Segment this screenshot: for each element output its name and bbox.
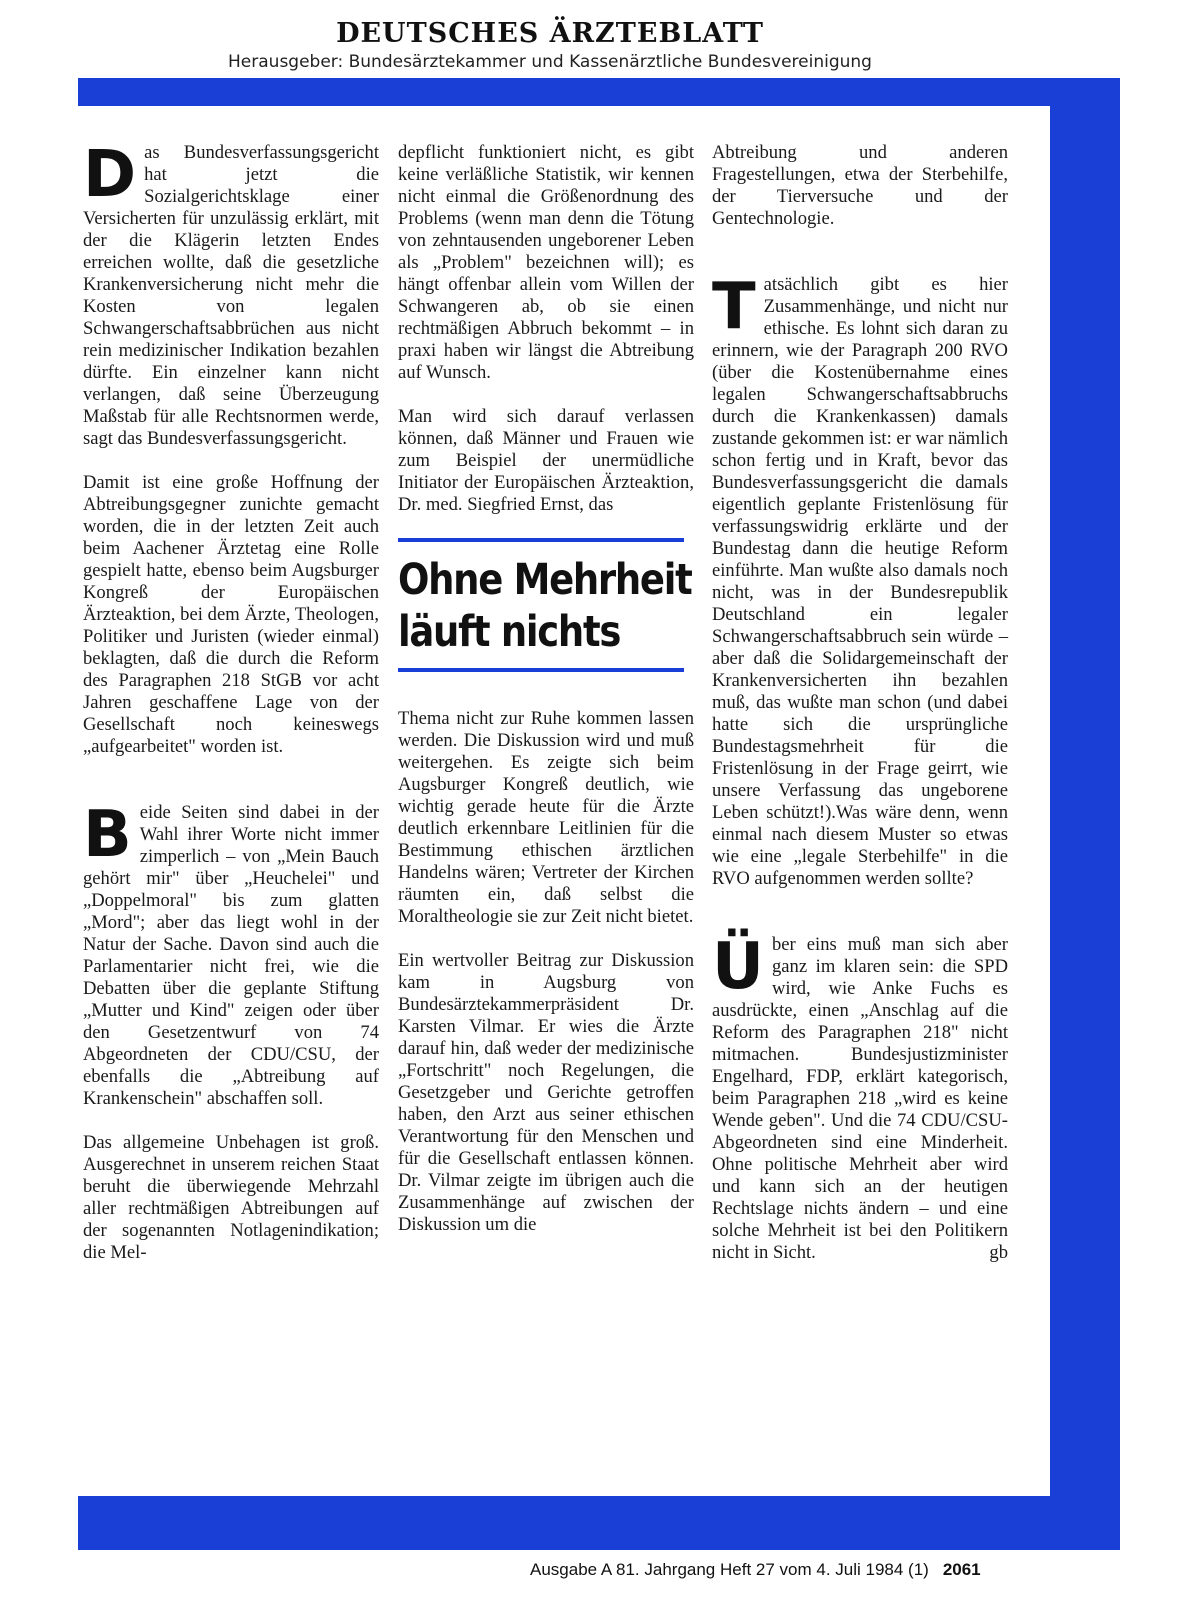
article-column-1: [83, 138, 379, 1286]
masthead-subtitle: Herausgeber: Bundesärztekammer und Kassenärztliche Bundesvereinigung: [228, 52, 872, 72]
paragraph-text: eide Seiten sind dabei in der Wahl ihrer Worte nicht immer zimperlich – von „Mein Bauch gehört mir" über „Heuchelei" und „Doppelmoral" bis zum glatten „Mord"; aber das liegt wohl in der Natur der Sache. Davon sind auch die Parlamentarier nicht frei, wie die Debatten über die geplante Stiftung „Mutter und Kind" zeigen oder über den Gesetzentwurf von 74 Abgeordneten der CDU/CSU, der ebenfalls die „Abtreibung auf Krankenschein" abschaffen soll.: [83, 802, 379, 1109]
drop-cap: T: [712, 270, 756, 344]
drop-cap: B: [83, 798, 132, 872]
paragraph: [83, 798, 379, 1110]
headline-line-1: Ohne Mehrheit: [398, 555, 692, 605]
paragraph: Thema nicht zur Ruhe kommen lassen werden. Die Diskussion wird und muß weitergehen. Es zeigte sich beim Augsburger Kongreß deutlich, wie wichtig gerade heute für die Ärzte deutlich erkennbare Leitlinien für die Bestimmung ethischen ärztlichen Handelns wären; Vertreter der Kirchen räumten ein, daß selbst die Moraltheologie sie zur Zeit nicht bietet.: [398, 708, 694, 927]
paragraph: [712, 270, 1008, 890]
headline-rule-top: [398, 538, 684, 542]
paragraph: [83, 138, 379, 450]
paragraph: [712, 930, 1008, 1264]
article-column-3: [712, 142, 1008, 1286]
paragraph-text: as Bundesverfassungsgericht hat jetzt die Sozialgerichtsklage einer Versicherten für unzulässig erklärt, mit der die Klägerin letzten Endes erreichen wollte, daß die gesetzliche Krankenversicherung nicht mehr die Kosten von legalen Schwangerschaftsabbrüchen aus nicht rein medizinischer Indikation bezahlen dürfte. Ein einzelner kann nicht verlangen, daß seine Überzeugung Maßstab für alle Rechtsnormen werde, sagt das Bundesverfassungsgericht.: [83, 142, 379, 449]
article-column-2: [398, 142, 694, 1258]
headline-line-2: läuft nichts: [398, 607, 621, 657]
page-number: 2061: [942, 1560, 981, 1579]
paragraph: Damit ist eine große Hoffnung der Abtreibungsgegner zunichte gemacht worden, die in der letzten Zeit auch beim Aachener Ärztetag eine Rolle gespielt hatte, ebenso beim Augsburger Kongreß der Europäischen Ärzteaktion, bei dem Ärzte, Theologen, Politiker und Juristen (wieder einmal) beklagten, daß die durch die Reform des Paragraphen 218 StGB vor acht Jahren geschaffene Lage von der Gesellschaft noch keineswegs „aufgearbeitet" worden ist.: [83, 472, 379, 757]
right-frame-bar: [1050, 78, 1120, 1550]
paragraph: Das allgemeine Unbehagen ist groß. Ausgerechnet in unserem reichen Staat beruht die überwiegende Mehrzahl aller rechtmäßigen Abtreibungen auf der sogenannten Notlagenindikation; die Mel-: [83, 1132, 379, 1263]
paragraph: Man wird sich darauf verlassen können, daß Männer und Frauen wie zum Beispiel der unermüdliche Initiator der Europäischen Ärzteaktion, Dr. med. Siegfried Ernst, das: [398, 406, 694, 515]
drop-cap: D: [83, 138, 137, 212]
top-frame-bar: [78, 78, 1118, 106]
paragraph-text: atsächlich gibt es hier Zusammenhänge, und nicht nur ethische. Es lohnt sich daran zu erinnern, wie der Paragraph 200 RVO (über die Kostenübernahme eines legalen Schwangerschaftsabbruchs durch die Krankenkassen) damals zustande gekommen ist: er war nämlich schon fertig und in Kraft, bevor das Bundesverfassungsgericht die damals eigentlich geplante Fristenlösung für verfassungswidrig erklärte und der Bundestag dann die heutige Reform einführte. Man wußte also damals noch nicht, was in der Bundesrepublik Deutschland ein legaler Schwangerschaftsabbruch sein würde – aber daß die Solidargemeinschaft der Krankenversicherten ihn bezahlen muß, das wußte man schon (und dabei hatte sich die ursprüngliche Bundestagsmehrheit für die Fristenlösung in der Frage geirrt, wie unsere Verfassung das ungeborene Leben schützt!).Was wäre denn, wenn einmal nach diesem Muster so etwas wie eine „legale Sterbehilfe" in die RVO aufgenommen werden sollte?: [712, 274, 1008, 889]
headline-rule-bottom: [398, 668, 684, 672]
masthead-title: DEUTSCHES ÄRZTEBLATT: [336, 18, 764, 49]
issue-info: Ausgabe A 81. Jahrgang Heft 27 vom 4. Juli 1984 (1): [530, 1560, 929, 1579]
page-footer: [530, 1560, 1050, 1580]
bottom-frame-bar: [78, 1496, 1120, 1550]
paragraph: Ein wertvoller Beitrag zur Diskussion kam in Augsburg von Bundesärztekammerpräsident Dr. Karsten Vilmar. Er wies die Ärzte darauf hin, daß weder der medizinische „Fortschritt" noch Regelungen, die Gesetzgeber und Gerichte getroffen haben, den Arzt aus seiner ethischen Verantwortung für den Menschen und für die Gesellschaft entlassen können. Dr. Vilmar zeigte im übrigen auch die Zusammenhänge auf zwischen der Diskussion um die: [398, 950, 694, 1235]
headline-box: [398, 538, 694, 672]
paragraph: depflicht funktioniert nicht, es gibt keine verläßliche Statistik, wir kennen nicht einmal die Größenordnung des Problems (wenn man denn die Tötung von zehntausenden ungeborener Leben als „Problem" bezeichnen will); es hängt offenbar allein vom Willen der Schwangeren ab, ob sie einen rechtmäßigen Abbruch bekommt – in praxi haben wir längst die Abtreibung auf Wunsch.: [398, 142, 694, 383]
author-signature: gb: [989, 1242, 1008, 1263]
paragraph: Abtreibung und anderen Fragestellungen, etwa der Sterbehilfe, der Tierversuche und der Gentechnologie.: [712, 142, 1008, 229]
paragraph-text: ber eins muß man sich aber ganz im klaren sein: die SPD wird, wie Anke Fuchs es ausdrückte, einen „Anschlag auf die Reform des Paragraphen 218" nicht mitmachen. Bundesjustizminister Engelhard, FDP, erklärt kategorisch, beim Paragraphen 218 „wird es keine Wende geben". Und die 74 CDU/CSU-Abgeordneten sind eine Minderheit. Ohne politische Mehrheit aber wird und kann sich an der heutigen Rechtslage nichts ändern – und eine solche Mehrheit ist bei den Politikern nicht in Sicht.: [712, 934, 1008, 1263]
article-headline: [398, 554, 692, 658]
drop-cap: Ü: [712, 930, 764, 1004]
